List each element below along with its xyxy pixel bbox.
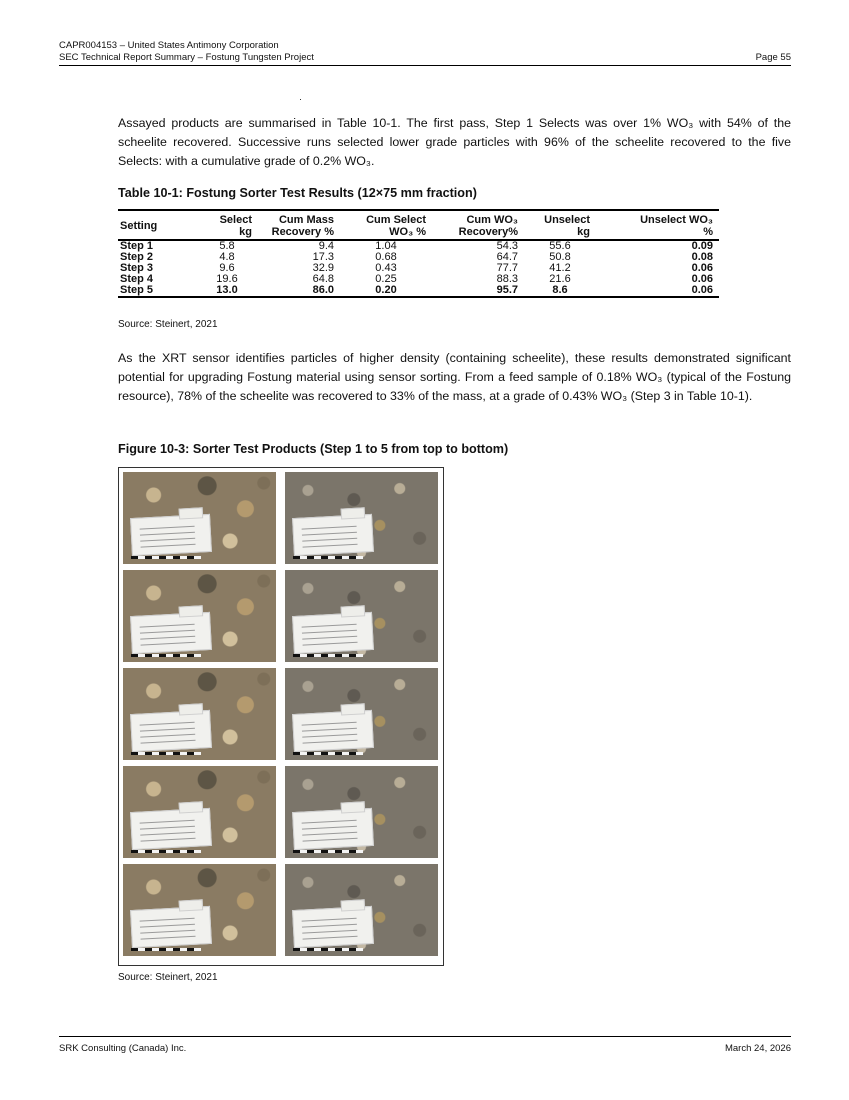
photo-step4-select bbox=[123, 766, 276, 858]
stray-dot bbox=[300, 99, 301, 100]
photo-step2-select bbox=[123, 570, 276, 662]
photo-step1-unselect bbox=[285, 472, 438, 564]
sorter-results-table bbox=[118, 209, 719, 298]
header-rule bbox=[59, 65, 791, 66]
photo-step4-unselect bbox=[285, 766, 438, 858]
table-row: Step 4 19.6 64.8 0.25 88.3 21.6 0.06 bbox=[120, 273, 713, 285]
table-source: Source: Steinert, 2021 bbox=[118, 319, 218, 330]
photo-step5-unselect bbox=[285, 864, 438, 956]
photo-step2-unselect bbox=[285, 570, 438, 662]
table-row: Step 2 4.8 17.3 0.68 64.7 50.8 0.08 bbox=[120, 251, 713, 263]
discussion-paragraph: As the XRT sensor identifies particles of higher density (containing scheelite), these results demonstrated significant potential for upgrading Fostung material using sensor sorting. From a feed sample of 0.18% WO₃ (typical of the Fostung resource), 78% of the scheelite was recovered to 33% of the mass, at a grade of 0.43% WO₃ (Step 3 in Table 10-1). bbox=[118, 351, 791, 403]
header-unselect-kg: Unselect kg bbox=[524, 210, 596, 240]
header-report-id: CAPR004153 – United States Antimony Corporation bbox=[59, 40, 279, 51]
header-cum-mass-recovery: Cum Mass Recovery % bbox=[258, 210, 340, 240]
table-row: Step 3 9.6 32.9 0.43 77.7 41.2 0.06 bbox=[120, 262, 713, 274]
header-cum-wo3-recovery: Cum WO₃ Recovery% bbox=[432, 210, 524, 240]
table-caption: Table 10-1: Fostung Sorter Test Results (12×75 mm fraction) bbox=[118, 186, 477, 200]
figure-source: Source: Steinert, 2021 bbox=[118, 972, 218, 983]
header-unselect-wo3: Unselect WO₃ % bbox=[596, 210, 719, 240]
footer-date: March 24, 2026 bbox=[724, 1043, 791, 1054]
header-report-title: SEC Technical Report Summary – Fostung Tungsten Project bbox=[59, 52, 314, 63]
page-footer bbox=[59, 1043, 791, 1054]
figure-caption: Figure 10-3: Sorter Test Products (Step 1 to 5 from top to bottom) bbox=[118, 442, 509, 456]
photo-step3-select bbox=[123, 668, 276, 760]
footer-company: SRK Consulting (Canada) Inc. bbox=[59, 1043, 187, 1054]
header-setting: Setting bbox=[118, 210, 196, 240]
page-header bbox=[59, 40, 791, 64]
sorter-products-photo-grid bbox=[118, 467, 444, 966]
photo-step3-unselect bbox=[285, 668, 438, 760]
intro-paragraph: Assayed products are summarised in Table 10-1. The first pass, Step 1 Selects was over 1% WO₃ with 54% of the scheelite recovered. Successive runs selected lower grade particles with 96% of the scheelite recovered to the five Selects: with a cumulative grade of 0.2% WO₃. bbox=[118, 116, 791, 168]
photo-step5-select bbox=[123, 864, 276, 956]
table-row: Step 1 5.8 9.4 1.04 54.3 55.6 0.09 bbox=[120, 240, 713, 252]
header-cum-select-wo3: Cum Select WO₃ % bbox=[340, 210, 432, 240]
footer-rule bbox=[59, 1036, 791, 1037]
table-header-row bbox=[118, 210, 719, 240]
header-select-kg: Select kg bbox=[196, 210, 258, 240]
page-number: Page 55 bbox=[755, 52, 791, 63]
photo-step1-select bbox=[123, 472, 276, 564]
table-row: Step 5 13.0 86.0 0.20 95.7 8.6 0.06 bbox=[118, 285, 719, 297]
